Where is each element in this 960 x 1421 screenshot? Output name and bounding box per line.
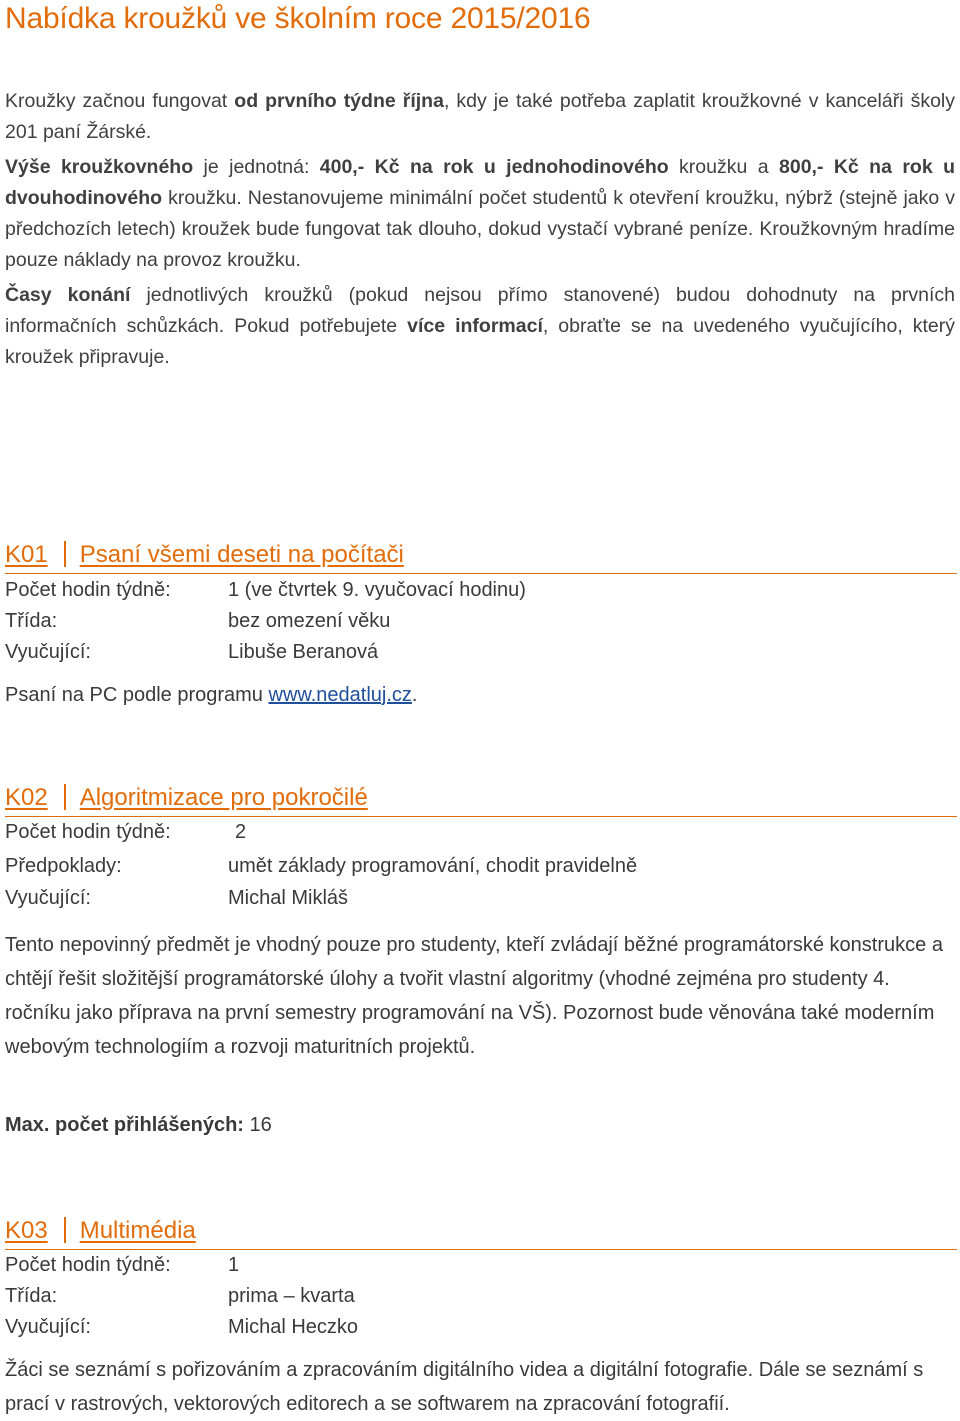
intro-paragraph-1	[5, 86, 955, 148]
section-heading-k01	[5, 537, 957, 574]
intro-text-segment: , obraťte se na uvedeného vyučujícího, který kroužek připravuje.	[5, 315, 956, 368]
info-value: 1 (ve čtvrtek 9. vyučovací hodinu)	[228, 579, 526, 601]
intro-text-segment: kroužku a	[668, 156, 779, 178]
intro-emphasis: Časy konání	[5, 284, 131, 306]
intro-text-segment: , kdy je také potřeba zaplatit kroužkovné v kanceláři školy 201 paní Žárské.	[5, 90, 956, 143]
intro-paragraph-2	[5, 152, 955, 276]
intro-text-segment: jednotlivých kroužků (pokud nejsou přímo stanovené) budou dohodnuty na prvních informačních schůzkách. Pokud potřebujete	[5, 284, 955, 337]
intro-paragraph-3	[5, 280, 955, 373]
info-value: 1	[228, 1254, 240, 1276]
heading-divider	[64, 541, 66, 567]
intro-text-segment: kroužku. Nestanovujeme minimální počet studentů k otevření kroužku, nýbrž (stejně jako v předchozích letech) kroužek bude fungovat tak dlouho, dokud vystačí vybrané peníze. Kroužkovným hradíme pouze náklady na provoz kroužku.	[5, 187, 955, 271]
info-label: Vyučující:	[5, 641, 91, 663]
description-text: .	[411, 684, 418, 706]
section-code: K03	[5, 1217, 48, 1244]
info-label: Vyučující:	[5, 1316, 91, 1338]
section-code: K01	[5, 541, 48, 568]
intro-emphasis: Výše kroužkovného	[5, 156, 194, 178]
section-name: Algoritmizace pro pokročilé	[79, 784, 368, 811]
max-participants-value: 16	[243, 1114, 272, 1136]
section-code: K02	[5, 784, 48, 811]
nedatluj-link[interactable]: www.nedatluj.cz	[268, 684, 412, 706]
intro-text-segment: Kroužky začnou fungovat	[5, 90, 235, 112]
page-title: Nabídka kroužků ve školním roce 2015/2016	[5, 2, 591, 35]
max-participants	[5, 1114, 272, 1137]
info-value: Michal Mikláš	[228, 887, 349, 909]
info-label: Počet hodin týdně:	[5, 1254, 171, 1276]
description-paragraph	[5, 678, 955, 712]
info-label: Počet hodin týdně:	[5, 579, 171, 601]
heading-divider	[64, 1217, 66, 1243]
info-value: Michal Heczko	[228, 1316, 359, 1338]
section-heading-k02	[5, 780, 957, 817]
section-name: Psaní všemi deseti na počítači	[79, 541, 404, 568]
description-paragraph: Tento nepovinný předmět je vhodný pouze pro studenty, kteří zvládají běžné programátorské konstrukce a chtějí řešit složitější programátorské úlohy a tvořit vlastní algoritmy (vhodné zejména pro studenty 4. ročníku jako příprava na první semestry programování na VŠ). Pozornost bude věnována také moderním webovým technologiím a rozvoji maturitních projektů.	[5, 934, 943, 1058]
section-description-k03	[5, 1353, 955, 1421]
section-name: Multimédia	[79, 1217, 196, 1244]
max-participants-label: Max. počet přihlášených:	[5, 1114, 244, 1136]
info-value: bez omezení věku	[228, 610, 391, 632]
info-label: Třída:	[5, 1285, 58, 1307]
intro-emphasis: od prvního týdne října	[234, 90, 444, 112]
section-description-k01	[5, 678, 955, 712]
intro-emphasis: více informací	[407, 315, 543, 337]
info-label: Vyučující:	[5, 887, 91, 909]
section-heading-k03	[5, 1213, 957, 1250]
section-description-k02	[5, 928, 955, 1064]
intro-text-segment: je jednotná:	[193, 156, 320, 178]
intro-emphasis: 800,- Kč na rok u dvouhodinového	[5, 156, 955, 209]
info-label: Počet hodin týdně:	[5, 821, 171, 843]
info-label: Třída:	[5, 610, 58, 632]
info-value: umět základy programování, chodit pravidelně	[228, 855, 638, 877]
info-label: Předpoklady:	[5, 855, 122, 877]
info-value: 2	[235, 821, 247, 843]
heading-divider	[64, 784, 66, 810]
info-value: Libuše Beranová	[228, 641, 379, 663]
intro-emphasis: 400,- Kč na rok u jednohodinového	[319, 156, 669, 178]
info-value: prima – kvarta	[228, 1285, 355, 1307]
intro-text	[5, 86, 955, 377]
description-paragraph: Žáci se seznámí s pořizováním a zpracováním digitálního videa a digitální fotografie. Dále se seznámí s prací v rastrových, vektorových editorech a se softwarem na zpracování fotografií.	[5, 1359, 924, 1415]
description-text: Psaní na PC podle programu	[5, 684, 269, 706]
